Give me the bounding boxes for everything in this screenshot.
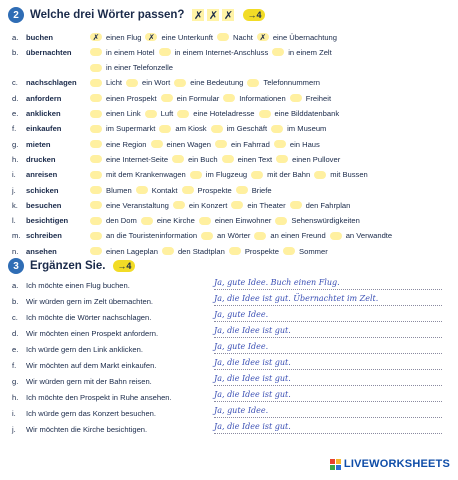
option-label: an Verwandte [345, 231, 393, 241]
option-label: eine Bedeutung [190, 78, 244, 88]
option-checkbox[interactable] [222, 155, 234, 163]
word-option[interactable] [290, 201, 351, 210]
row-verb: schicken [26, 185, 59, 195]
word-option[interactable] [190, 170, 247, 179]
word-option[interactable] [257, 33, 337, 42]
word-option[interactable] [90, 247, 158, 256]
word-option[interactable] [274, 140, 320, 149]
row-letter: b. [12, 47, 19, 57]
exercise-2-row [12, 245, 332, 257]
word-option[interactable] [90, 109, 141, 118]
row-verb: anreisen [26, 170, 58, 180]
exercise-2-row [12, 169, 372, 181]
prompt-sentence: Wir möchten die Kirche besichtigen. [26, 425, 148, 434]
option-checkbox[interactable] [90, 140, 102, 148]
option-label: einen Einwohner [214, 216, 272, 226]
exercise-2-row [12, 62, 177, 74]
exercise-2-row [12, 153, 344, 165]
word-option[interactable] [90, 140, 147, 149]
option-checkbox[interactable] [90, 64, 102, 72]
word-option[interactable] [90, 48, 155, 57]
answer-field[interactable]: Ja, gute Idee. [214, 309, 442, 322]
example-mark: ✗ [208, 8, 219, 22]
word-option[interactable] [223, 94, 285, 103]
option-checkbox[interactable] [136, 186, 148, 194]
option-checkbox[interactable] [290, 94, 302, 102]
logo-text: LIVEWORKSHEETS [343, 458, 450, 470]
exercise-3-title: Ergänzen Sie. [30, 260, 106, 272]
row-letter: a. [12, 281, 19, 290]
option-label: Luft [160, 109, 174, 118]
option-checkbox[interactable] [174, 79, 186, 87]
exercise-3-reference: →4 [113, 260, 135, 272]
word-option[interactable] [145, 109, 174, 118]
option-checkbox[interactable] [141, 217, 153, 225]
exercise-2-row [12, 184, 276, 196]
word-option[interactable] [90, 216, 137, 225]
option-label: im Geschäft [226, 124, 268, 134]
word-option[interactable] [145, 33, 213, 42]
option-label: am Kiosk [175, 124, 207, 134]
option-label: einen Text [237, 154, 273, 164]
option-checkbox[interactable] [90, 110, 102, 118]
option-checkbox[interactable] [151, 140, 163, 148]
row-letter: f. [12, 361, 17, 370]
option-label: Telefonnummern [263, 78, 320, 88]
word-option[interactable] [90, 33, 141, 42]
exercise-2-row [12, 199, 354, 211]
row-letter: l. [12, 216, 16, 226]
exercise-2-row [12, 77, 324, 89]
word-option[interactable] [254, 231, 325, 240]
option-checkbox[interactable] [190, 171, 202, 179]
exercise-3-row [12, 276, 442, 290]
row-verb: besuchen [26, 200, 62, 210]
word-option[interactable] [201, 231, 250, 240]
row-letter: j. [12, 425, 16, 434]
option-label: Blumen [106, 185, 132, 195]
prompt-sentence: Ich möchte einen Flug buchen. [26, 281, 130, 290]
row-verb: schreiben [26, 231, 62, 241]
word-option[interactable] [136, 186, 178, 195]
option-label: in einem Zelt [288, 47, 332, 57]
option-label: eine Übernachtung [272, 32, 337, 42]
word-option[interactable] [162, 247, 225, 256]
option-checkbox[interactable]: ✗ [90, 33, 102, 41]
option-label: Prospekte [197, 185, 232, 195]
option-checkbox[interactable] [229, 247, 241, 255]
option-label: Sehenswürdigkeiten [291, 216, 360, 226]
option-label: Informationen [239, 93, 286, 103]
option-label: in einem Internet-Anschluss [174, 47, 269, 57]
word-option[interactable] [272, 48, 331, 57]
word-option[interactable] [159, 124, 206, 133]
option-checkbox[interactable] [272, 48, 284, 56]
option-label: einen Link [106, 109, 141, 118]
answer-field[interactable]: Ja, die Idee ist gut. [214, 389, 442, 402]
exercise-2-row [12, 123, 330, 135]
option-label: Briefe [251, 185, 272, 195]
row-verb: anfordern [26, 93, 62, 103]
option-checkbox[interactable] [274, 140, 286, 148]
option-label: einen Prospekt [106, 93, 157, 103]
option-checkbox[interactable] [161, 94, 173, 102]
prompt-sentence: Wir möchten einen Prospekt anfordern. [26, 329, 159, 338]
option-checkbox[interactable] [90, 171, 102, 179]
option-checkbox[interactable] [290, 201, 302, 209]
option-checkbox[interactable] [314, 171, 326, 179]
option-label: eine Region [106, 139, 147, 149]
option-label: mit dem Krankenwagen [106, 170, 186, 180]
option-checkbox[interactable] [236, 186, 248, 194]
option-label: den Dom [106, 216, 137, 226]
prompt-sentence: Wir würden gern im Zelt übernachten. [26, 297, 154, 306]
option-checkbox[interactable] [283, 247, 295, 255]
row-letter: a. [12, 32, 19, 42]
exercise-2-row [12, 138, 324, 150]
option-checkbox[interactable] [90, 48, 102, 56]
prompt-sentence: Ich möchte den Prospekt in Ruhe ansehen. [26, 393, 172, 402]
option-checkbox[interactable] [159, 125, 171, 133]
option-label: Licht [106, 78, 123, 88]
row-letter: i. [12, 409, 16, 418]
word-option[interactable] [222, 155, 272, 164]
exercise-3-row [12, 340, 442, 354]
option-checkbox[interactable] [276, 155, 288, 163]
option-checkbox[interactable] [215, 140, 227, 148]
row-verb: einkaufen [26, 124, 62, 134]
option-checkbox[interactable] [90, 155, 102, 163]
word-option[interactable] [90, 201, 169, 210]
option-label: eine Bilddatenbank [274, 109, 340, 118]
option-label: Prospekte [244, 246, 280, 256]
option-label: an einen Freund [270, 231, 326, 241]
liveworksheets-logo [330, 458, 450, 470]
option-checkbox[interactable] [126, 79, 138, 87]
word-option[interactable] [182, 186, 232, 195]
exercise-2-row [12, 92, 335, 104]
logo-icon [330, 459, 341, 470]
example-mark: ✗ [223, 8, 234, 22]
exercise-2-number: 2 [8, 7, 24, 23]
option-checkbox[interactable] [90, 201, 102, 209]
row-letter: e. [12, 345, 19, 354]
row-letter: f. [12, 124, 17, 134]
option-label: in einem Hotel [106, 47, 155, 57]
word-option[interactable] [90, 186, 132, 195]
option-checkbox[interactable] [145, 110, 157, 118]
row-letter: e. [12, 109, 19, 118]
option-label: ein Konzert [188, 200, 228, 210]
option-label: ein Wort [142, 78, 171, 88]
option-label: ein Fahrrad [231, 139, 270, 149]
row-letter: j. [12, 185, 16, 195]
row-verb: buchen [26, 32, 54, 42]
word-option[interactable] [271, 124, 326, 133]
exercise-3-row [12, 356, 442, 370]
option-checkbox[interactable] [199, 217, 211, 225]
exercise-2-row [12, 108, 343, 120]
row-verb: nachschlagen [26, 78, 77, 88]
option-label: an die Touristeninformation [106, 231, 198, 241]
prompt-sentence: Ich möchte die Wörter nachschlagen. [26, 313, 152, 322]
row-verb: mieten [26, 139, 51, 149]
row-verb: drucken [26, 154, 56, 164]
exercise-2-row [12, 46, 336, 58]
option-checkbox[interactable] [90, 79, 102, 87]
option-checkbox[interactable] [201, 232, 213, 240]
option-label: an Wörter [217, 231, 251, 241]
option-checkbox[interactable] [223, 94, 235, 102]
option-label: Freiheit [305, 93, 332, 103]
option-label: einen Flug [106, 32, 142, 42]
option-label: ein Formular [176, 93, 220, 103]
example-mark: ✗ [193, 8, 204, 22]
word-option[interactable] [231, 201, 285, 210]
word-option[interactable] [159, 48, 269, 57]
word-option[interactable] [141, 216, 195, 225]
exercise-3-row [12, 372, 442, 386]
option-checkbox[interactable] [173, 201, 185, 209]
exercise-3-number: 3 [8, 258, 24, 274]
option-label: im Supermarkt [106, 124, 156, 134]
option-label: Sommer [299, 246, 328, 256]
row-verb: ansehen [26, 246, 57, 256]
exercise-3-row [12, 404, 442, 418]
word-option[interactable] [211, 124, 268, 133]
option-label: ein Haus [289, 139, 320, 149]
exercise-3-row [12, 388, 442, 402]
answer-field[interactable]: Ja, die Idee ist gut. [214, 325, 442, 338]
row-verb: besichtigen [26, 216, 69, 226]
option-checkbox[interactable] [90, 186, 102, 194]
word-option[interactable] [199, 216, 272, 225]
option-checkbox[interactable] [247, 79, 259, 87]
option-checkbox[interactable] [259, 110, 271, 118]
word-option[interactable] [177, 109, 254, 118]
row-letter: n. [12, 246, 19, 256]
option-checkbox[interactable] [231, 201, 243, 209]
option-label: eine Veranstaltung [106, 200, 169, 210]
word-option[interactable] [229, 247, 279, 256]
word-option[interactable] [251, 170, 310, 179]
word-option[interactable] [172, 155, 218, 164]
word-option[interactable] [314, 170, 368, 179]
prompt-sentence: Ich würde gern das Konzert besuchen. [26, 409, 157, 418]
exercise-3-header [8, 258, 135, 274]
option-checkbox[interactable] [271, 125, 283, 133]
exercise-2-row [12, 230, 396, 242]
word-option[interactable] [90, 63, 173, 72]
option-label: ein Theater [247, 200, 286, 210]
option-checkbox[interactable] [330, 232, 342, 240]
option-label: Nacht [232, 32, 253, 42]
exercise-3-row [12, 420, 442, 434]
exercise-2-row [12, 215, 364, 227]
word-option[interactable] [90, 231, 197, 240]
option-checkbox[interactable] [159, 48, 171, 56]
option-label: im Flugzeug [205, 170, 248, 180]
option-label: in einer Telefonzelle [106, 63, 173, 73]
exercise-3-row [12, 324, 442, 338]
option-checkbox[interactable] [162, 247, 174, 255]
word-option[interactable] [330, 231, 392, 240]
word-option[interactable] [90, 94, 157, 103]
option-checkbox[interactable]: ✗ [257, 33, 269, 41]
word-option[interactable] [90, 124, 155, 133]
option-label: eine Kirche [156, 216, 195, 226]
option-checkbox[interactable] [90, 94, 102, 102]
prompt-sentence: Wir würden gern mit der Bahn reisen. [26, 377, 152, 386]
option-label: den Stadtplan [177, 246, 225, 256]
word-option[interactable] [290, 94, 331, 103]
answer-field[interactable]: Ja, gute Idee. Buch einen Flug. [214, 277, 442, 290]
row-letter: d. [12, 93, 19, 103]
word-option[interactable] [283, 247, 328, 256]
option-checkbox[interactable] [217, 33, 229, 41]
option-checkbox[interactable] [177, 110, 189, 118]
row-letter: k. [12, 200, 18, 210]
option-checkbox[interactable] [90, 232, 102, 240]
option-checkbox[interactable] [172, 155, 184, 163]
row-letter: d. [12, 329, 19, 338]
exercise-3-row [12, 308, 442, 322]
word-option[interactable] [217, 33, 253, 42]
exercise-2-reference: →4 [243, 9, 265, 21]
option-label: eine Internet-Seite [106, 154, 169, 164]
row-letter: b. [12, 297, 19, 306]
word-option[interactable] [90, 78, 122, 87]
answer-field[interactable]: Ja, die Idee ist gut. Übernachtet im Zelt. [214, 293, 442, 306]
answer-field[interactable]: Ja, die Idee ist gut. [214, 421, 442, 434]
answer-field[interactable]: Ja, gute Idee. [214, 341, 442, 354]
row-letter: c. [12, 313, 18, 322]
exercise-3-row [12, 292, 442, 306]
word-option[interactable] [174, 78, 243, 87]
option-checkbox[interactable]: ✗ [145, 33, 157, 41]
row-letter: m. [12, 231, 21, 241]
option-label: einen Pullover [292, 154, 341, 164]
answer-field[interactable]: Ja, die Idee ist gut. [214, 373, 442, 386]
word-option[interactable] [126, 78, 170, 87]
option-label: eine Hoteladresse [193, 109, 255, 118]
word-option[interactable] [90, 170, 186, 179]
word-option[interactable] [236, 186, 272, 195]
example-marks [192, 9, 237, 21]
word-option[interactable] [90, 155, 168, 164]
exercise-2-row [12, 31, 341, 43]
option-label: einen Wagen [166, 139, 211, 149]
row-verb: übernachten [26, 47, 72, 57]
option-label: mit der Bahn [267, 170, 311, 180]
option-checkbox[interactable] [182, 186, 194, 194]
row-letter: h. [12, 393, 19, 402]
option-checkbox[interactable] [90, 247, 102, 255]
word-option[interactable] [276, 155, 340, 164]
word-option[interactable] [151, 140, 211, 149]
answer-field[interactable]: Ja, gute Idee. [214, 405, 442, 418]
prompt-sentence: Wir möchten auf dem Markt einkaufen. [26, 361, 157, 370]
option-checkbox[interactable] [251, 171, 263, 179]
option-checkbox[interactable] [211, 125, 223, 133]
word-option[interactable] [275, 216, 359, 225]
option-checkbox[interactable] [254, 232, 266, 240]
option-label: einen Lageplan [106, 246, 158, 256]
option-label: den Fahrplan [305, 200, 351, 210]
row-letter: i. [12, 170, 16, 180]
word-option[interactable] [215, 140, 270, 149]
row-letter: c. [12, 78, 18, 88]
row-letter: g. [12, 377, 19, 386]
option-checkbox[interactable] [275, 217, 287, 225]
prompt-sentence: Ich würde gern den Link anklicken. [26, 345, 143, 354]
row-verb: anklicken [26, 109, 61, 118]
word-option[interactable] [259, 109, 340, 118]
option-checkbox[interactable] [90, 125, 102, 133]
row-letter: h. [12, 154, 19, 164]
word-option[interactable] [173, 201, 227, 210]
exercise-2-header [8, 7, 265, 23]
exercise-2-title: Welche drei Wörter passen? [30, 9, 185, 21]
row-letter: g. [12, 139, 19, 149]
option-label: ein Buch [188, 154, 218, 164]
answer-field[interactable]: Ja, die Idee ist gut. [214, 357, 442, 370]
option-label: eine Unterkunft [161, 32, 213, 42]
option-label: im Museum [287, 124, 327, 134]
option-label: Kontakt [151, 185, 178, 195]
word-option[interactable] [247, 78, 320, 87]
option-checkbox[interactable] [90, 217, 102, 225]
word-option[interactable] [161, 94, 220, 103]
option-label: mit Bussen [330, 170, 368, 180]
